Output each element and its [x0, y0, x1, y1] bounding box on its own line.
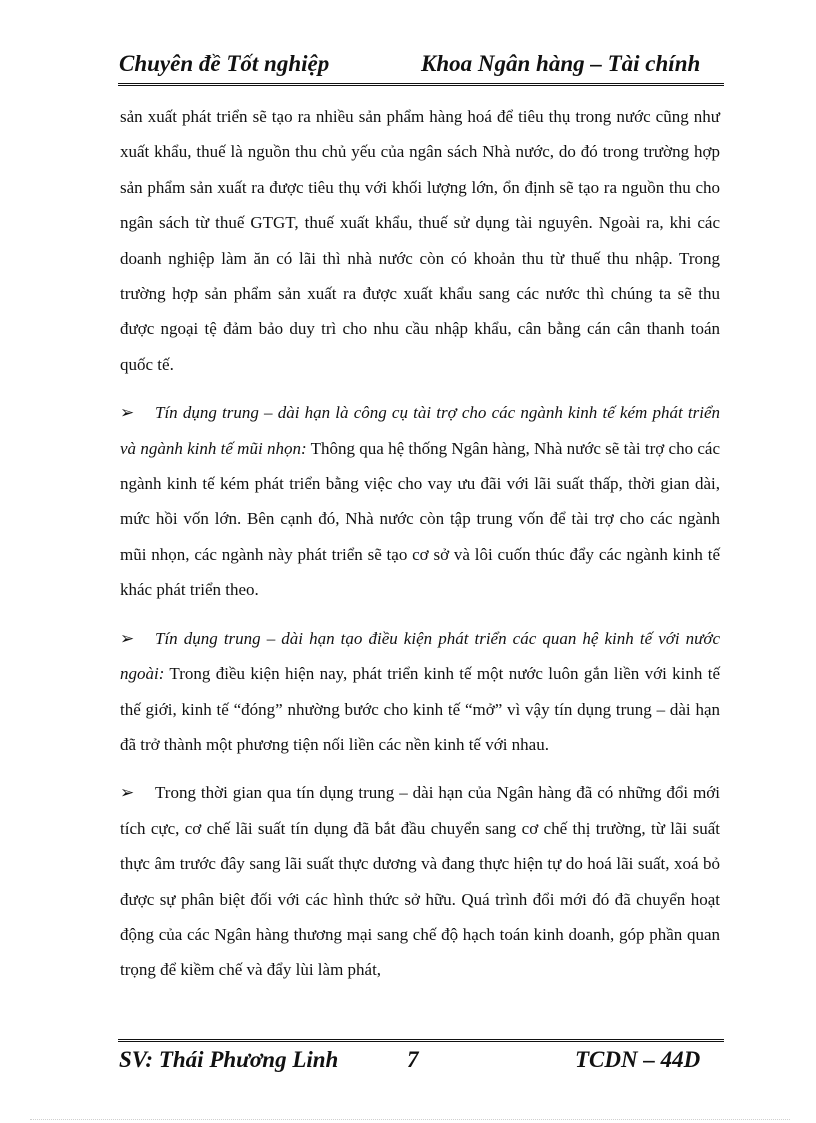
footer-double-rule	[118, 1039, 724, 1042]
paragraph-text: Trong thời gian qua tín dụng trung – dài hạn của Ngân hàng đã có những đổi mới tích cực, cơ chế lãi suất tín dụng đã bắt đầu chuyển sang cơ chế thị trường, từ lãi suất thực âm trước đây sang lãi suất thực dương và đang thực hiện tự do hoá lãi suất, xoá bỏ được sự phân biệt đối với các hình thức sở hữu. Quá trình đổi mới đó đã chuyển hoạt động của các Ngân hàng thương mại sang chế độ hạch toán kinh doanh, góp phần quan trọng để kiềm chế và đẩy lùi làm phát,	[120, 783, 720, 980]
arrow-bullet-icon: ➢	[120, 783, 135, 803]
header-double-rule	[118, 83, 724, 86]
footer-class-code: TCDN – 44D	[575, 1047, 701, 1072]
paragraph-tax-revenue	[120, 99, 720, 382]
footer-page-number: 7	[407, 1047, 419, 1072]
paragraph-lead-italic: Tín dụng trung – dài hạn tạo điều kiện phát triển các quan hệ kinh tế với nước ngoài:	[120, 628, 720, 684]
body-text	[120, 99, 720, 1000]
footer-student-name: SV: Thái Phương Linh	[119, 1047, 339, 1072]
paragraph-text: sản xuất phát triển sẽ tạo ra nhiều sản phẩm hàng hoá để tiêu thụ trong nước cũng như xuất khẩu, thuế là nguồn thu chủ yếu của ngân sách Nhà nước, do đó trong trường hợp sản phẩm sản xuất ra được tiêu thụ với khối lượng lớn, ổn định sẽ tạo ra nguồn thu cho ngân sách từ thuế GTGT, thuế xuất khẩu, thuế sử dụng tài nguyên. Ngoài ra, khi các doanh nghiệp làm ăn có lãi thì nhà nước còn có khoản thu từ thuế thu nhập. Trong trường hợp sản phẩm sản xuất ra được xuất khẩu sang các nước thì chúng ta sẽ thu được ngoại tệ đảm bảo duy trì cho nhu cầu nhập khẩu, cân bằng cán cân thanh toán quốc tế.	[120, 107, 720, 374]
page-footer	[119, 1045, 719, 1077]
arrow-bullet-icon: ➢	[120, 628, 135, 648]
paragraph-text: Trong điều kiện hiện nay, phát triển kinh tế một nước luôn gắn liền với kinh tế thế giới, kinh tế “đóng” nhường bước cho kinh tế “mở” vì vậy tín dụng trung – dài hạn đã trở thành một phương tiện nối liền các nền kinh tế với nhau.	[120, 664, 720, 754]
paragraph-lead-italic: Tín dụng trung – dài hạn là công cụ tài trợ cho các ngành kinh tế kém phát triển và ngành kinh tế mũi nhọn:	[120, 403, 720, 458]
arrow-bullet-icon: ➢	[120, 403, 135, 423]
page-header	[119, 48, 719, 82]
paragraph-funding-industries	[120, 395, 720, 607]
header-thesis-title: Chuyên đề Tốt nghiệp	[119, 51, 330, 76]
header-faculty: Khoa Ngân hàng – Tài chính	[421, 51, 701, 76]
paragraph-foreign-relations	[120, 621, 720, 763]
paragraph-text: Thông qua hệ thống Ngân hàng, Nhà nước sẽ tài trợ cho các ngành kinh tế kém phát triển bằng việc cho vay ưu đãi với lãi suất thấp, thời gian dài, mức hồi vốn lớn. Bên cạnh đó, Nhà nước còn tập trung vốn để tài trợ cho các ngành mũi nhọn, các ngành này phát triển sẽ tạo cơ sở và lôi cuốn thúc đẩy các ngành kinh tế khác phát triển theo.	[120, 438, 720, 600]
paragraph-credit-reform	[120, 775, 720, 987]
page-bottom-edge	[30, 1119, 790, 1120]
